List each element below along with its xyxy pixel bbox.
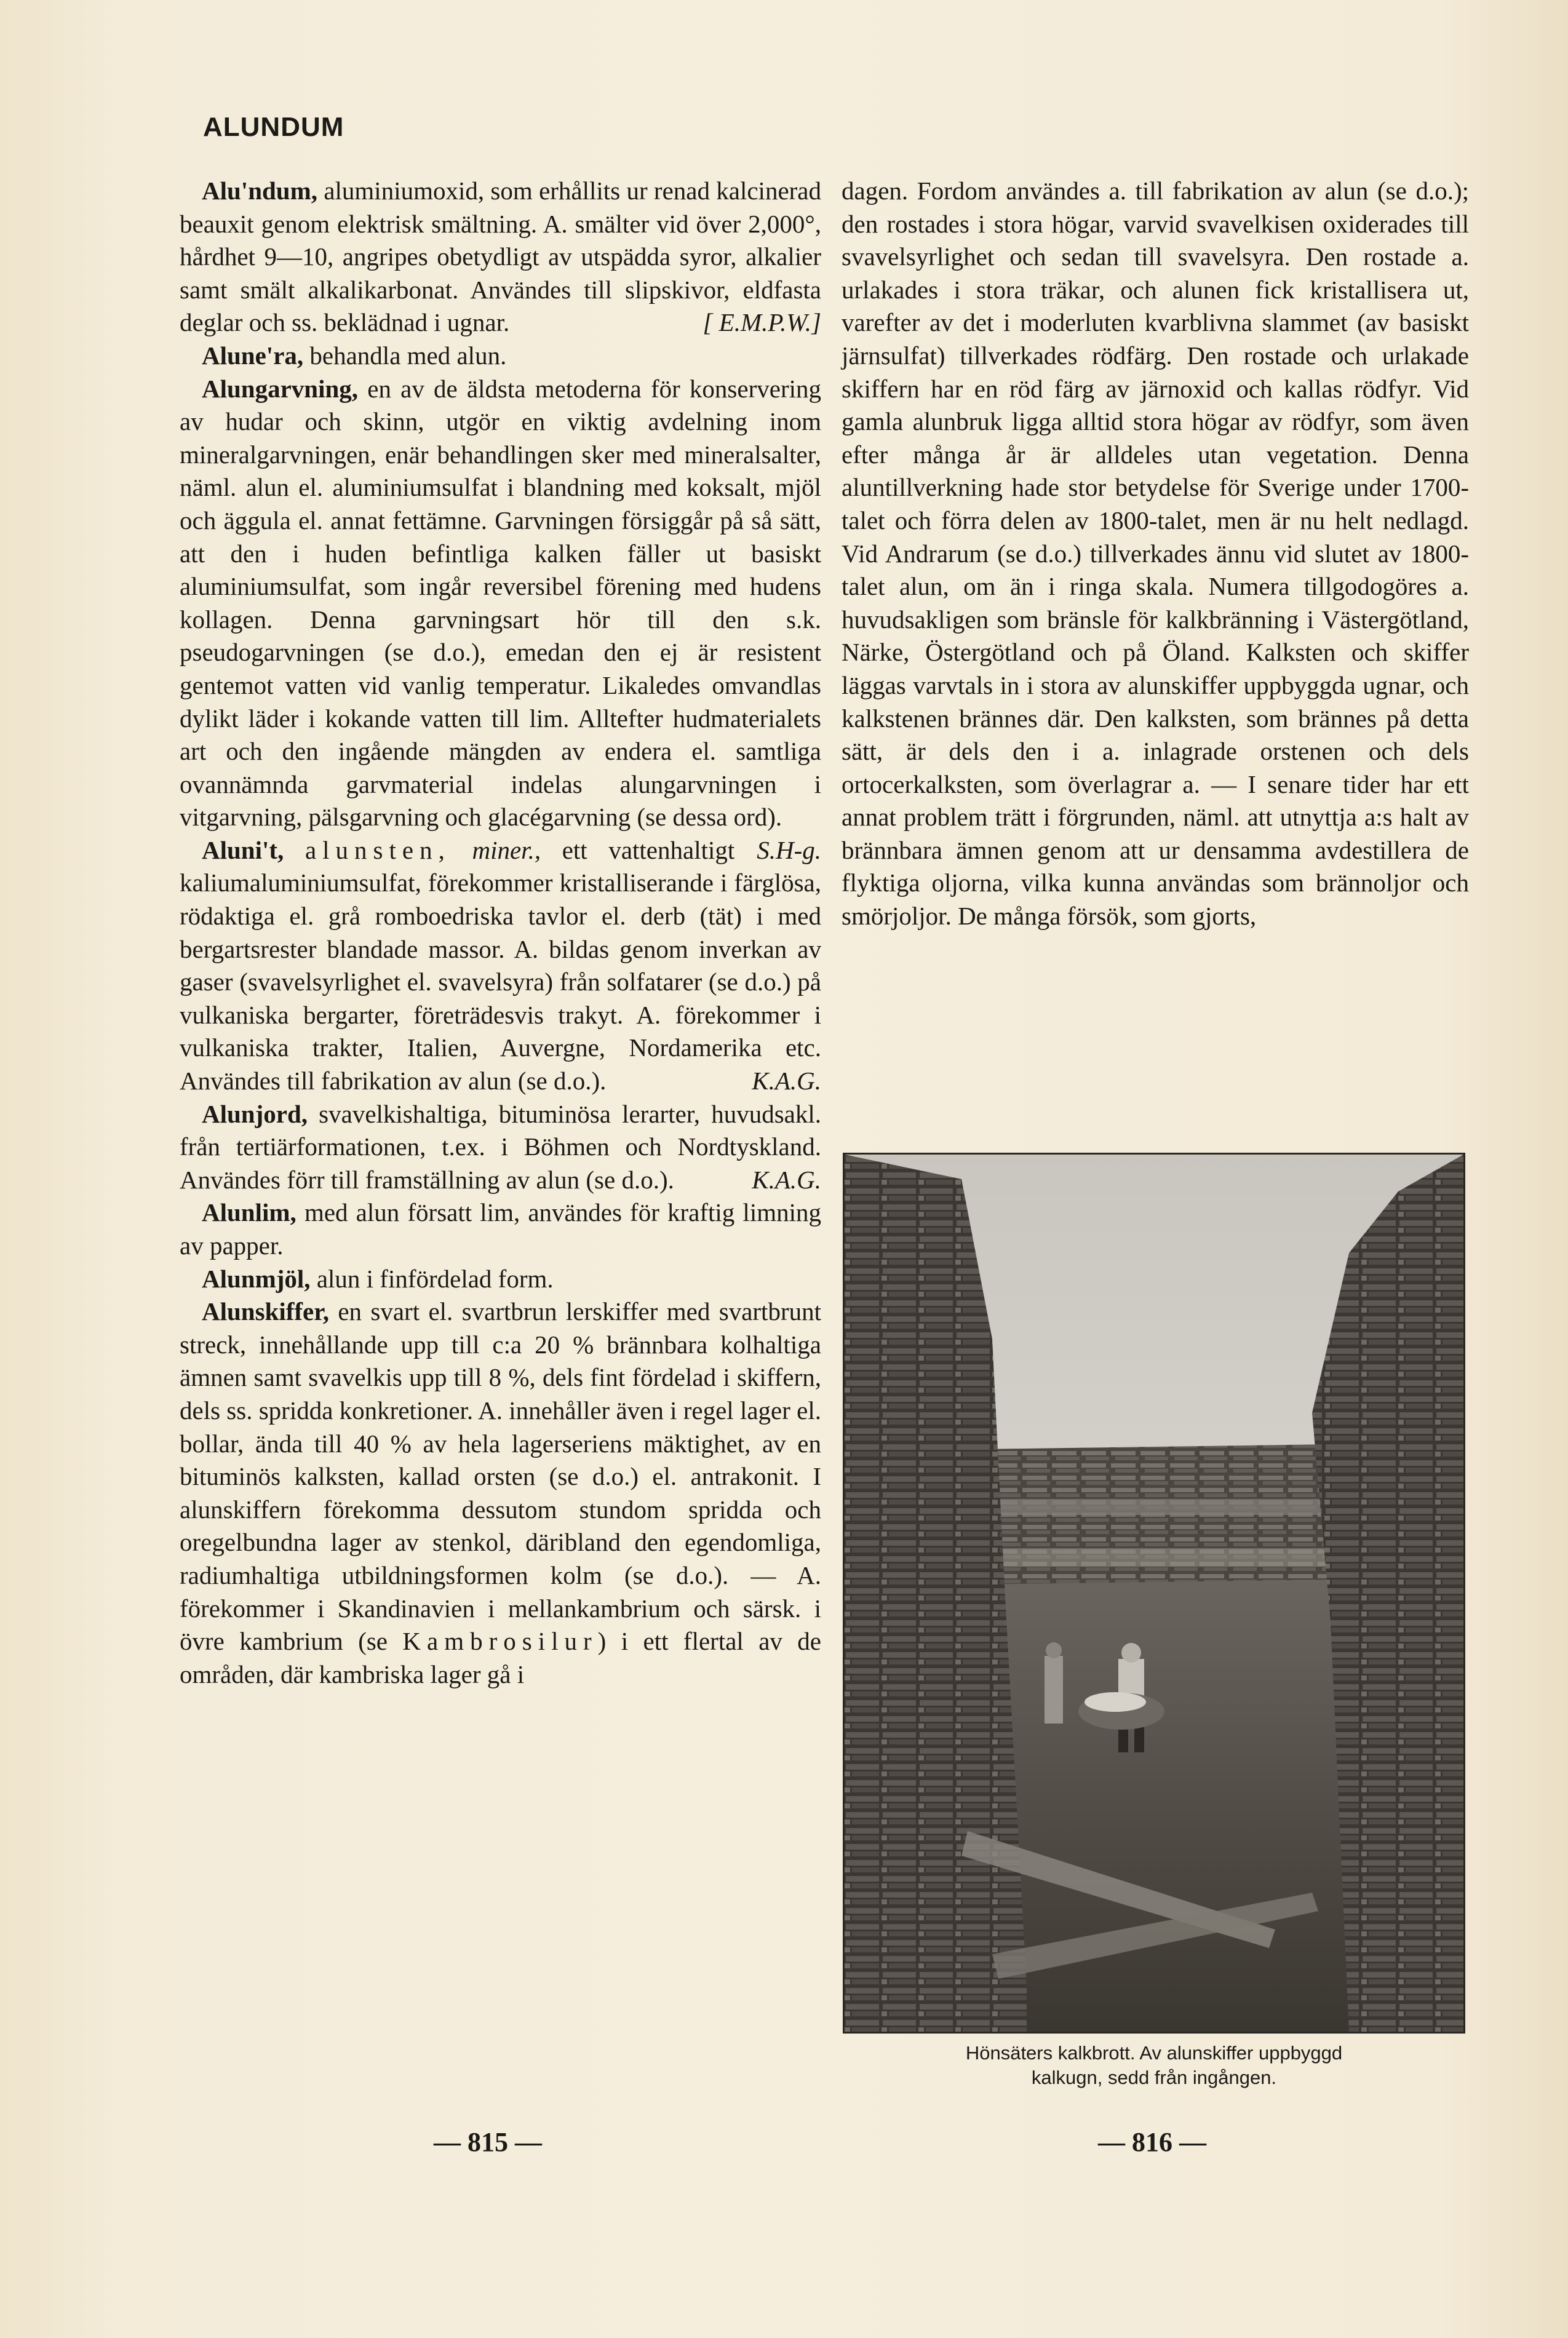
entry-text: en svart el. svartbrun lerskiffer med svartbrunt streck, innehållande upp till c:a 20 % brännbara kolhaltiga ämnen samt svavelkis upp till 8 %, dels fint fördelad i skiffern, dels ss. spridda konkretioner. A. innehåller även i regel lager el. bollar, ända till 40 % av hela lagerseriens mäktighet, av en bituminös kalksten, kallad orsten (se d.o.) el. antrakonit. I alunskiffern förekomma dessutom stundom spridda och oregelbundna lager av stenkol, däribland den egendomliga, radiumhaltiga utbildningsformen kolm (se d.o.). — A. förekommer i Skandinavien i mellankambrium och särsk. i övre kambrium (se (180, 1297, 821, 1656)
entry-text: behandla med alun. (303, 341, 507, 370)
entry-alundum (180, 175, 821, 340)
entry-alunmjol (180, 1263, 821, 1296)
entry-text-continued: ) i ett flertal av de områden, där kambriska lager gå i (180, 1627, 822, 1688)
entry-text: med alun försatt lim, användes för kraftig limning av papper. (180, 1198, 821, 1260)
entry-alunera (180, 340, 821, 373)
entry-text: ett vattenhaltigt kaliumaluminiumsulfat, förekommer kristalliserande i färglösa, rödaktiga el. grå romboedriska tavlor el. derb (tät) i med bergartsrester blandade massor. A. bildas genom inverkan av gaser (svavelsyrlighet el. svavelsyra) från solfatarer (se d.o.) på vulkaniska bergarter, företrädesvis trakyt. A. förekommer i vulkaniska trakter, Italien, Auvergne, Nordamerika etc. Användes till fabrikation av alun (se d.o.). (180, 835, 821, 1095)
caption-line-1: Hönsäters kalkbrott. Av alunskiffer uppbyggd (965, 2042, 1343, 2064)
entry-text: en av de äldsta metoderna för konservering av hudar och skinn, utgör en viktig avdelning inom mineralgarvningen, enär behandlingen sker med mineralsalter, näml. alun el. aluminiumsulfat i blandning med koksalt, mjöl och äggula el. annat fettämne. Garvningen försiggår på så sätt, att den i huden befintliga kalken fäller ut basiskt aluminiumsulfat, som ingår reversibel förening med hudens kollagen. Denna garvningsart hör till den s.k. pseudogarvningen (se d.o.), emedan den ej är resistent gentemot vatten vid vanlig temperatur. Likaledes omvandlas dylikt läder i kokande vatten till lim. Alltefter hudmaterialets art och den ingående mängden av endera el. samtliga ovannämnda garvmaterial indelas alungarvningen i vitgarvning, pälsgarvning och glacégarvning (se dessa ord). (180, 374, 821, 832)
entry-text: svavelkishaltiga, bituminösa lerarter, huvudsakl. från tertiärformationen, t.ex. i Böhmen och Nordtyskland. Användes förr till framställning av alun (se d.o.). (180, 1099, 821, 1194)
entry-crossref: Kambrosilur (402, 1627, 598, 1656)
entry-headword: Alu'ndum, (202, 177, 318, 205)
entry-headword: Aluni't, (202, 835, 284, 864)
entry-headword: Alunmjöl, (202, 1264, 311, 1293)
entry-signature: K.A.G. (752, 1165, 821, 1194)
running-head: ALUNDUM (203, 112, 344, 142)
entry-signature: [ E.M.P.W.] (702, 308, 821, 337)
entry-alunit (180, 834, 821, 1098)
caption-line-2: kalkugn, sedd från ingången. (1031, 2067, 1277, 2088)
entry-alunlim (180, 1196, 821, 1262)
entry-signature: S.H-g. (757, 835, 821, 864)
entry-alunjord (180, 1098, 821, 1197)
entry-field: miner., (450, 835, 541, 864)
right-column (842, 175, 1469, 933)
entry-text: alun i finfördelad form. (310, 1264, 554, 1293)
entry-headword: Alune'ra, (202, 341, 304, 370)
entry-signature: K.A.G. (752, 1067, 821, 1095)
page-number-right: — 816 — (1098, 2127, 1206, 2157)
entry-alunskiffer (180, 1295, 821, 1691)
entry-text: aluminiumoxid, som erhållits ur renad kalcinerad beauxit genom elektrisk smältning. A. smälter vid över 2,000°, hårdhet 9—10, angripes obetydligt av utspädda syror, alkalier samt smält alkalikarbonat. Användes till slipskivor, eldfasta deglar och ss. beklädnad i ugnar. (180, 177, 821, 337)
entry-headword: Alunlim, (202, 1198, 296, 1227)
photo-caption (843, 2041, 1465, 2090)
entry-synonym: alunsten, (304, 835, 451, 864)
quarry-kiln-photo (843, 1153, 1465, 2034)
entry-headword: Alunjord, (202, 1099, 308, 1128)
entry-headword: Alunskiffer, (202, 1297, 329, 1326)
entry-headword: Alungarvning, (202, 374, 359, 403)
left-column (180, 175, 821, 1691)
page-number-left: — 815 — (434, 2127, 542, 2157)
entry-alunskiffer-continued: dagen. Fordom användes a. till fabrikation av alun (se d.o.); den rostades i stora högar, varvid svavelkisen oxiderades till svavelsyrlighet och sedan till svavelsyra. Den rostade a. urlakades i stora träkar, och alunen fick kristallisera ut, varefter av det i moderluten kvarblivna slammet (av basiskt järnsulfat) tillverkades rödfärg. Den rostade och urlakade skiffern har en röd färg av järnoxid och kallas rödfyr. Vid gamla alunbruk ligga alltid stora högar av rödfyr, som även efter många år är alldeles utan vegetation. Denna aluntillverkning hade stor betydelse för Sverige under 1700-talet och förra delen av 1800-talet, men är nu helt nedlagd. Vid Andrarum (se d.o.) tillverkades ännu vid slutet av 1800-talet alun, om än i ringa skala. Numera tillgodogöres a. huvudsakligen som bränsle för kalkbränning i Västergötland, Närke, Östergötland och på Öland. Kalksten och skiffer läggas varvtals in i stora av alunskiffer uppbyggda ugnar, och kalkstenen brännes där. Den kalksten, som brännes på detta sätt, är dels den i a. inlagrade orstenen och dels ortocerkalksten, som överlagrar a. — I senare tider har ett annat problem trätt i förgrunden, näml. att utnyttja a:s halt av brännbara ämnen genom att ur densamma avdestillera de flyktiga oljorna, vilka kunna användas som brännoljor och smörjoljor. De många försök, som gjorts, (842, 177, 1469, 931)
